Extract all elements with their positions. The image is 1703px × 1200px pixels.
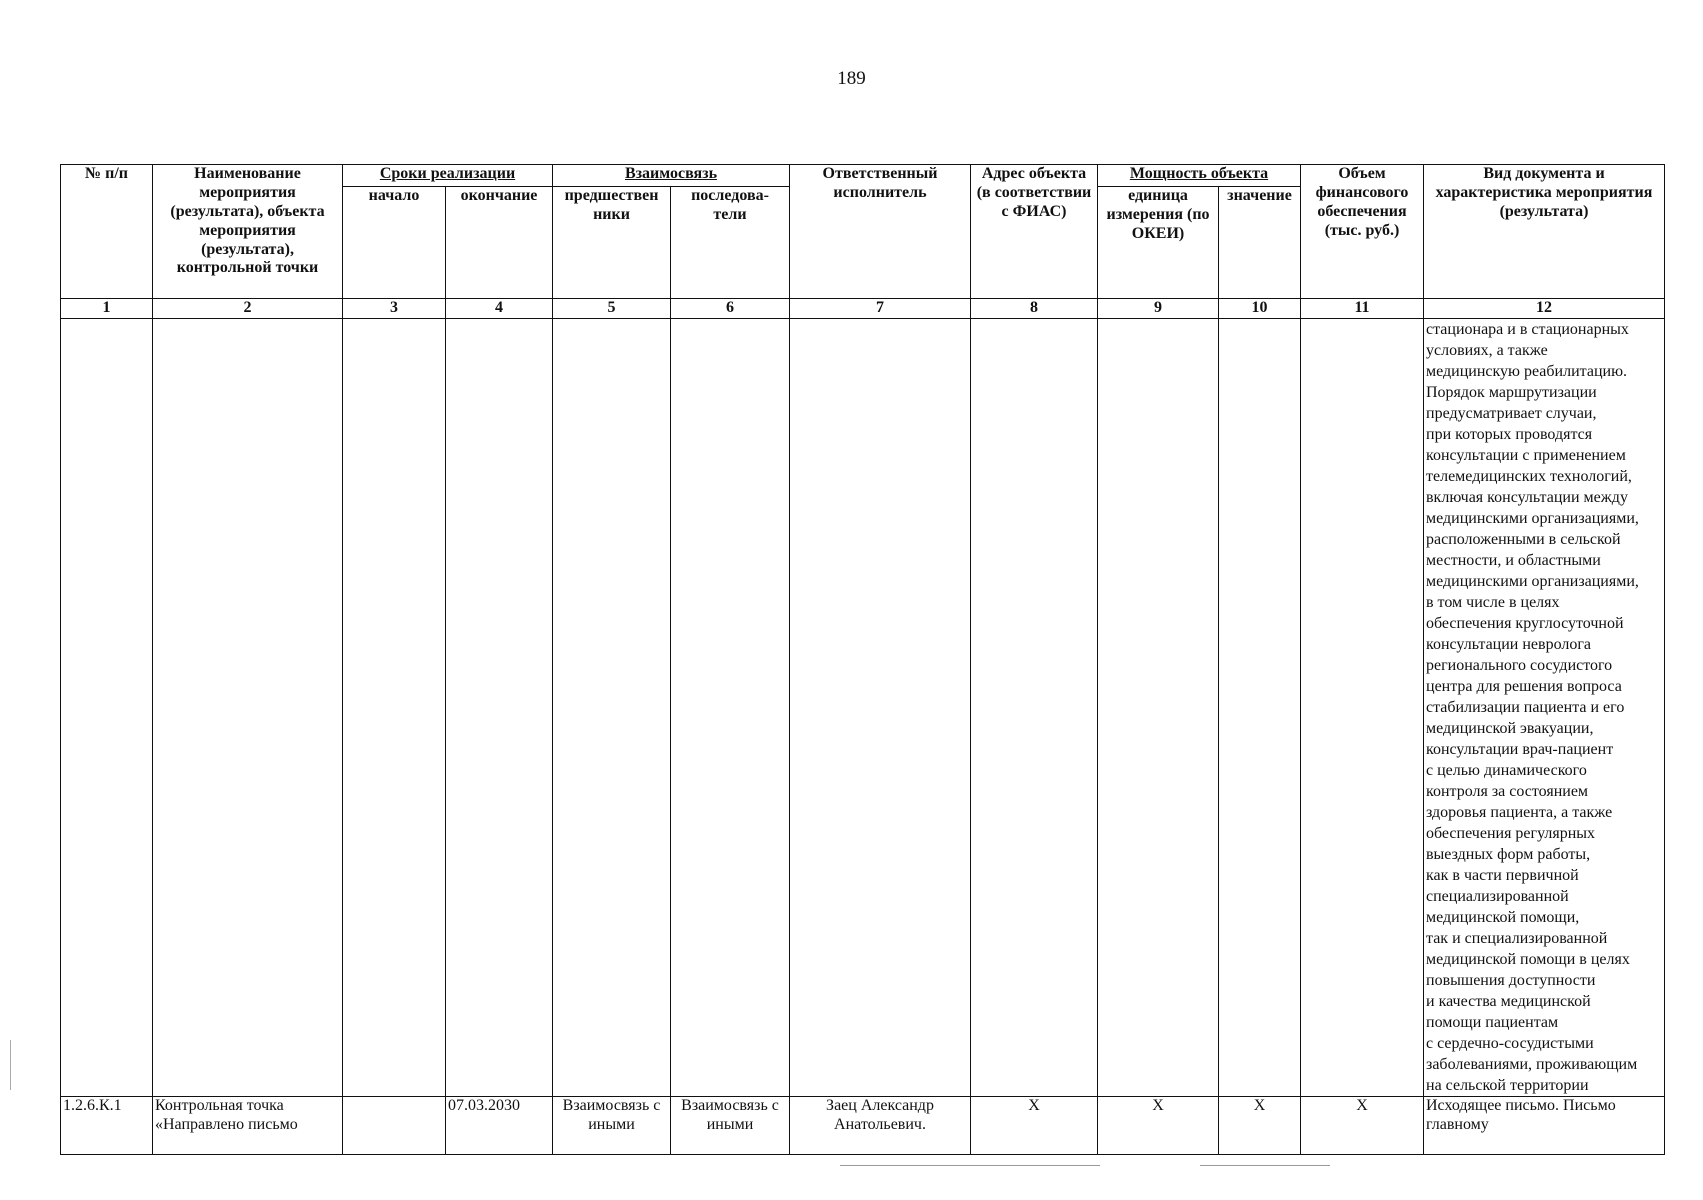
empty-cell — [343, 319, 446, 1097]
scan-artifact — [840, 1165, 1100, 1166]
page-number: 189 — [837, 68, 866, 89]
description-line: предусматривает случаи, — [1426, 405, 1597, 422]
header-terms-group — [343, 165, 553, 187]
column-number: 7 — [790, 299, 971, 319]
column-number: 9 — [1098, 299, 1219, 319]
row-number: 1.2.6.К.1 — [61, 1097, 153, 1155]
empty-cell — [790, 319, 971, 1097]
empty-cell — [971, 319, 1098, 1097]
row-start — [343, 1097, 446, 1155]
header-start: начало — [343, 187, 446, 299]
column-number: 1 — [61, 299, 153, 319]
row-name: Контрольная точка «Направлено письмо — [153, 1097, 343, 1155]
description-line: повышения доступности — [1426, 972, 1596, 989]
header-name: Наименование мероприятия (результата), объекта мероприятия (результата), контрольной точки — [153, 165, 343, 299]
description-line: условиях, а также — [1426, 342, 1548, 359]
row-document: Исходящее письмо. Письмо главному — [1424, 1097, 1665, 1155]
row-address: X — [971, 1097, 1098, 1155]
description-line: консультации невролога — [1426, 636, 1592, 653]
description-line: и качества медицинской — [1426, 993, 1591, 1010]
description-line: с целью динамического — [1426, 762, 1587, 779]
description-line: как в части первичной — [1426, 867, 1579, 884]
activity-plan-table — [60, 164, 1665, 1155]
header-unit: единица измерения (по ОКЕИ) — [1098, 187, 1219, 299]
row-end: 07.03.2030 — [446, 1097, 553, 1155]
header-document: Вид документа и характеристика мероприятия (результата) — [1424, 165, 1665, 299]
row-predecessors: Взаимосвязь с иными — [553, 1097, 671, 1155]
header-address: Адрес объекта (в соответствии с ФИАС) — [971, 165, 1098, 299]
description-line: расположенными в сельской — [1426, 531, 1621, 548]
column-number: 11 — [1301, 299, 1424, 319]
row-responsible: Заец Александр Анатольевич. — [790, 1097, 971, 1155]
column-number: 12 — [1424, 299, 1665, 319]
continued-description — [1424, 319, 1665, 1097]
scan-artifact — [1200, 1165, 1330, 1166]
description-line: медицинскую реабилитацию. — [1426, 363, 1628, 380]
header-capacity-label: Мощность объекта — [1129, 165, 1269, 182]
description-line: обеспечения круглосуточной — [1426, 615, 1624, 632]
header-predecessors: предшествен ники — [553, 187, 671, 299]
empty-cell — [1098, 319, 1219, 1097]
description-line: так и специализированной — [1426, 930, 1608, 947]
empty-cell — [1219, 319, 1301, 1097]
column-number: 8 — [971, 299, 1098, 319]
header-link-group — [553, 165, 790, 187]
column-number: 6 — [671, 299, 790, 319]
description-line: включая консультации между — [1426, 489, 1628, 506]
header-row-1 — [61, 165, 1665, 187]
empty-cell — [153, 319, 343, 1097]
header-capacity-group — [1098, 165, 1301, 187]
description-line: местности, и областными — [1426, 552, 1601, 569]
continued-row — [61, 319, 1665, 1097]
description-line: с сердечно-сосудистыми — [1426, 1035, 1594, 1052]
column-number: 2 — [153, 299, 343, 319]
description-line: выездных форм работы, — [1426, 846, 1591, 863]
description-line: регионального сосудистого — [1426, 657, 1613, 674]
column-number: 3 — [343, 299, 446, 319]
description-line: заболеваниями, проживающим — [1426, 1056, 1638, 1073]
row-successors: Взаимосвязь с иными — [671, 1097, 790, 1155]
header-number: № п/п — [61, 165, 153, 299]
header-value: значение — [1219, 187, 1301, 299]
header-link-label: Взаимосвязь — [624, 165, 718, 182]
empty-cell — [671, 319, 790, 1097]
description-line: стабилизации пациента и его — [1426, 699, 1625, 716]
empty-cell — [1301, 319, 1424, 1097]
empty-cell — [446, 319, 553, 1097]
description-line: в том числе в целях — [1426, 594, 1560, 611]
row-finance: X — [1301, 1097, 1424, 1155]
description-line: стационара и в стационарных — [1426, 321, 1629, 338]
description-line: консультации врач-пациент — [1426, 741, 1614, 758]
description-line: телемедицинских технологий, — [1426, 468, 1632, 485]
description-line: медицинской помощи, — [1426, 909, 1580, 926]
header-terms-label: Сроки реализации — [379, 165, 516, 182]
description-line: медицинской эвакуации, — [1426, 720, 1594, 737]
empty-cell — [61, 319, 153, 1097]
header-responsible: Ответственный исполнитель — [790, 165, 971, 299]
column-number: 4 — [446, 299, 553, 319]
description-line: Порядок маршрутизации — [1426, 384, 1597, 401]
description-line: обеспечения регулярных — [1426, 825, 1596, 842]
scan-artifact — [10, 1040, 11, 1090]
header-finance: Объем финансового обеспечения (тыс. руб.) — [1301, 165, 1424, 299]
column-number-row — [61, 299, 1665, 319]
row-value: X — [1219, 1097, 1301, 1155]
description-line: специализированной — [1426, 888, 1569, 905]
row-unit: X — [1098, 1097, 1219, 1155]
description-line: при которых проводятся — [1426, 426, 1593, 443]
column-number: 5 — [553, 299, 671, 319]
description-line: контроля за состоянием — [1426, 783, 1589, 800]
description-line: помощи пациентам — [1426, 1014, 1559, 1031]
column-number: 10 — [1219, 299, 1301, 319]
empty-cell — [553, 319, 671, 1097]
description-line: на сельской территории — [1426, 1077, 1589, 1094]
control-point-row — [61, 1097, 1665, 1155]
description-line: центра для решения вопроса — [1426, 678, 1622, 695]
header-successors: последова- тели — [671, 187, 790, 299]
description-line: здоровья пациента, а также — [1426, 804, 1613, 821]
description-line: медицинскими организациями, — [1426, 573, 1639, 590]
description-line: медицинскими организациями, — [1426, 510, 1639, 527]
description-line: консультации с применением — [1426, 447, 1626, 464]
description-line: медицинской помощи в целях — [1426, 951, 1630, 968]
header-end: окончание — [446, 187, 553, 299]
